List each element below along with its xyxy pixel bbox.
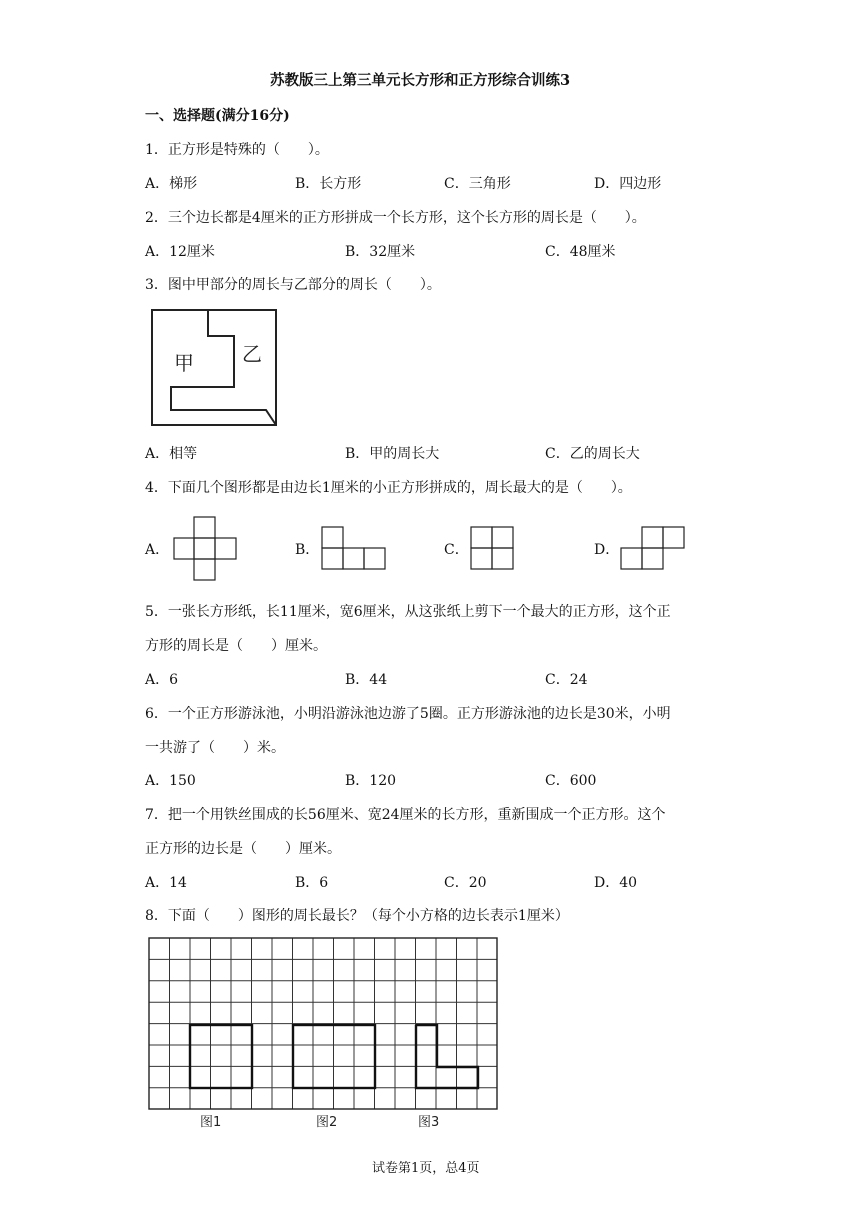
q8-label-fig2: 图2 <box>316 1115 338 1130</box>
q5-option-c: C．24 <box>545 672 588 688</box>
q7-option-a: A．14 <box>145 875 187 891</box>
question-7-stem-line-2: 正方形的边长是（ ）厘米。 <box>145 841 341 857</box>
q1-option-a: A．梯形 <box>145 176 198 192</box>
q8-figure-3-l-shape <box>416 1025 478 1088</box>
q3-figure <box>150 308 280 428</box>
q5-option-a: A．6 <box>145 672 179 688</box>
q2-option-a: A．12厘米 <box>145 244 215 260</box>
q3-option-c: C．乙的周长大 <box>545 446 640 462</box>
question-7-stem-line-1: 7．把一个用铁丝围成的长56厘米、宽24厘米的长方形，重新围成一个正方形。这个 <box>145 807 666 823</box>
q7-option-d: D．40 <box>594 875 638 891</box>
q4-shape-c-square <box>470 526 516 572</box>
question-1-stem: 1．正方形是特殊的（ ）。 <box>145 142 329 158</box>
q1-option-c: C．三角形 <box>444 176 511 192</box>
q3-label-jia: 甲 <box>174 351 194 375</box>
q1-option-b: B．长方形 <box>295 176 362 192</box>
q4-option-b: B． <box>295 542 320 558</box>
q3-label-yi: 乙 <box>242 342 262 366</box>
q2-option-b: B．32厘米 <box>345 244 416 260</box>
q7-option-b: B．6 <box>295 875 329 891</box>
question-4-stem: 4．下面几个图形都是由边长1厘米的小正方形拼成的，周长最大的是（ ）。 <box>145 480 632 496</box>
question-6-stem-line-1: 6．一个正方形游泳池，小明沿游泳池边游了5圈。正方形游泳池的边长是30米，小明 <box>145 706 671 722</box>
q8-figure-1-square <box>190 1025 252 1088</box>
q6-option-a: A．150 <box>145 773 196 789</box>
q4-shape-d-step <box>620 526 688 572</box>
q4-option-a: A． <box>145 542 170 558</box>
q8-label-fig3: 图3 <box>418 1115 440 1130</box>
question-5-stem-line-2: 方形的周长是（ ）厘米。 <box>145 638 327 654</box>
q3-option-a: A．相等 <box>145 446 198 462</box>
question-6-stem-line-2: 一共游了（ ）米。 <box>145 740 285 756</box>
page-title: 苏教版三上第三单元长方形和正方形综合训练3 <box>270 72 571 89</box>
q4-option-d: D． <box>594 542 620 558</box>
q3-option-b: B．甲的周长大 <box>345 446 440 462</box>
q4-option-c: C． <box>444 542 469 558</box>
question-3-stem: 3．图中甲部分的周长与乙部分的周长（ ）。 <box>145 277 441 293</box>
question-2-stem: 2．三个边长都是4厘米的正方形拼成一个长方形，这个长方形的周长是（ ）。 <box>145 210 646 226</box>
q6-option-c: C．600 <box>545 773 597 789</box>
q8-label-fig1: 图1 <box>200 1115 222 1130</box>
q4-shape-b-l <box>321 526 389 572</box>
section-heading: 一、选择题(满分16分) <box>145 108 290 124</box>
q2-option-c: C．48厘米 <box>545 244 616 260</box>
q5-option-b: B．44 <box>345 672 388 688</box>
q6-option-b: B．120 <box>345 773 397 789</box>
q1-option-d: D．四边形 <box>594 176 662 192</box>
q8-grid-figure <box>148 937 500 1131</box>
question-8-stem: 8．下面（ ）图形的周长最长？（每个小方格的边长表示1厘米） <box>145 908 569 924</box>
page-footer: 试卷第1页，总4页 <box>372 1161 480 1176</box>
question-5-stem-line-1: 5．一张长方形纸，长11厘米，宽6厘米，从这张纸上剪下一个最大的正方形，这个正 <box>145 604 671 620</box>
q4-shape-a-cross <box>173 516 241 582</box>
q7-option-c: C．20 <box>444 875 487 891</box>
